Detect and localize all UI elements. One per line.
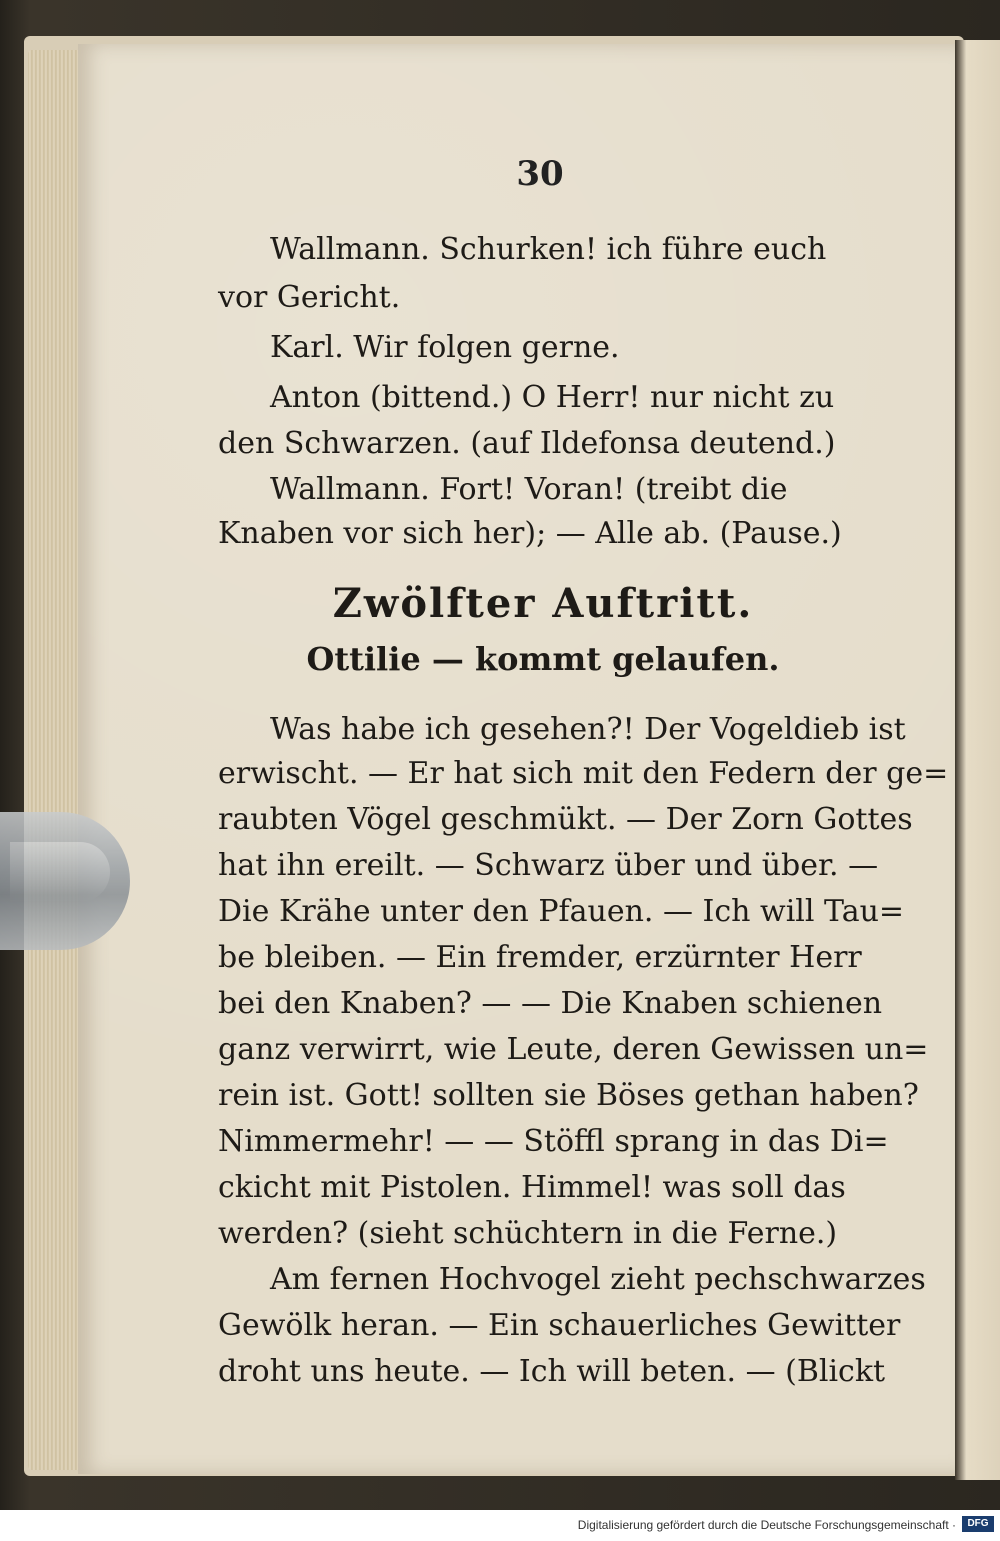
text-line: Wallmann. Fort! Voran! (treibt die bbox=[270, 472, 788, 507]
text-line: Knaben vor sich her); — Alle ab. (Pause.) bbox=[218, 516, 842, 551]
text-line: ckicht mit Pistolen. Himmel! was soll das bbox=[218, 1170, 846, 1205]
text-line: Karl. Wir folgen gerne. bbox=[270, 330, 620, 365]
text-line: erwischt. — Er hat sich mit den Federn der ge= bbox=[218, 756, 949, 791]
text-line: ganz verwirrt, wie Leute, deren Gewissen un= bbox=[218, 1032, 929, 1067]
text-line: rein ist. Gott! sollten sie Böses gethan haben? bbox=[218, 1078, 919, 1113]
text-line: Wallmann. Schurken! ich führe euch bbox=[270, 232, 827, 267]
text-line: be bleiben. — Ein fremder, erzürnter Herr bbox=[218, 940, 862, 975]
text-line: den Schwarzen. (auf Ildefonsa deutend.) bbox=[218, 426, 836, 461]
page-number: 30 bbox=[516, 154, 564, 194]
text-line: Die Krähe unter den Pfauen. — Ich will Tau= bbox=[218, 894, 905, 929]
text-line: hat ihn ereilt. — Schwarz über und über. — bbox=[218, 848, 879, 883]
text-line: Am fernen Hochvogel zieht pechschwarzes bbox=[270, 1262, 926, 1297]
scene-heading: Zwölfter Auftritt. bbox=[332, 580, 754, 627]
text-line: vor Gericht. bbox=[218, 280, 401, 315]
footer-credit: Digitalisierung gefördert durch die Deutsche Forschungsgemeinschaft · bbox=[577, 1518, 956, 1532]
scene-subheading: Ottilie — kommt gelaufen. bbox=[306, 640, 780, 678]
text-line: Nimmermehr! — — Stöffl sprang in das Di= bbox=[218, 1124, 889, 1159]
text-line: droht uns heute. — Ich will beten. — (Blickt bbox=[218, 1354, 886, 1389]
text-line: Was habe ich gesehen?! Der Vogeldieb ist bbox=[270, 712, 906, 747]
text-line: werden? (sieht schüchtern in die Ferne.) bbox=[218, 1216, 838, 1251]
dfg-logo: DFG bbox=[962, 1516, 994, 1532]
text-line: raubten Vögel geschmükt. — Der Zorn Gottes bbox=[218, 802, 913, 837]
text-line: Anton (bittend.) O Herr! nur nicht zu bbox=[270, 380, 835, 415]
text-line: bei den Knaben? — — Die Knaben schienen bbox=[218, 986, 883, 1021]
facing-page-edge bbox=[955, 40, 1000, 1480]
text-line: Gewölk heran. — Ein schauerliches Gewitter bbox=[218, 1308, 901, 1343]
footer-bar bbox=[0, 1510, 1000, 1541]
